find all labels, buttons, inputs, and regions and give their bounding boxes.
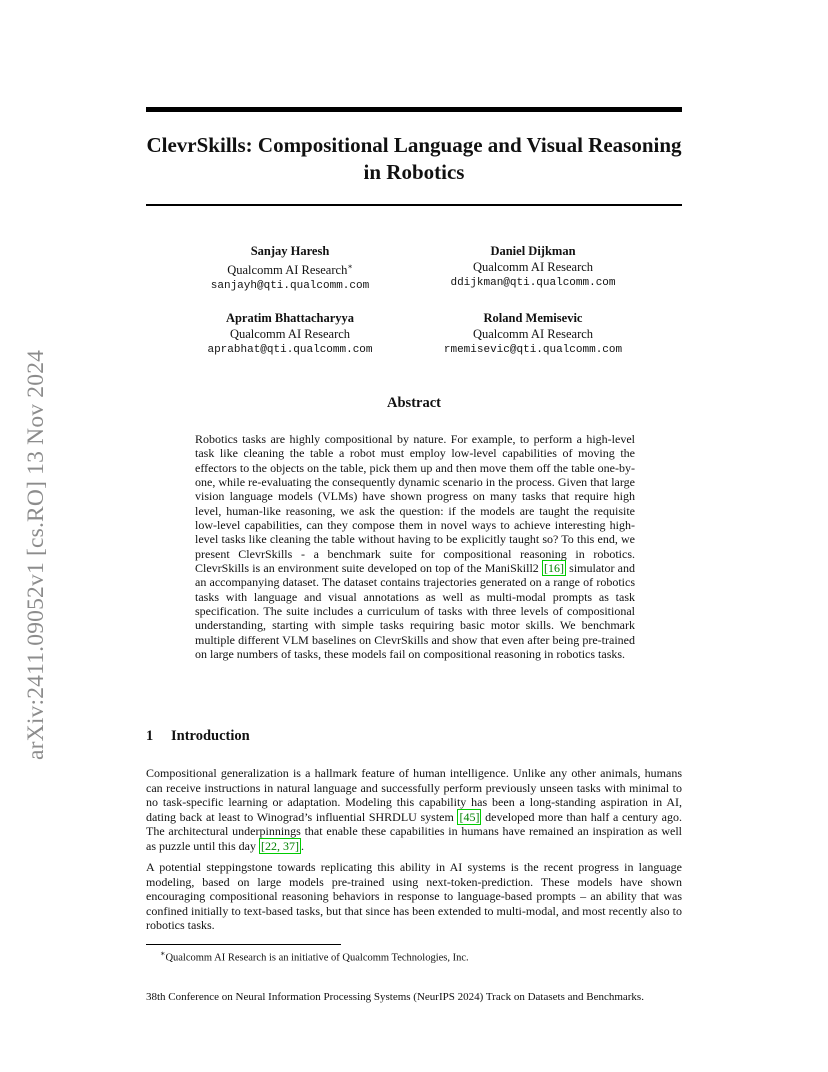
citation-link[interactable]: [16] [543,561,564,576]
title-bottom-rule [146,204,682,206]
section-number: 1 [146,728,154,744]
intro-paragraph-1: Compositional generalization is a hallmark feature of human intelligence. Unlike any other animals, humans can receive instructions in natural language and successfully perform previously unseen tasks with minimal to no task-specific learning or adaptation. Modeling this capability has been a long-standing aspiration in AI, dating back at least to Winograd’s influential SHRDLU system [45] developed more than half a century ago. The architectural underpinnings that enable these capabilities in humans have remained an inspiration as well as puzzle until this day [22, 37] . [146,766,682,853]
author-name: Daniel Dijkman [490,244,576,258]
author-email: rmemisevic@qti.qualcomm.com [443,344,623,356]
author-block [160,243,420,294]
abstract-heading: Abstract [387,395,441,411]
author-block [160,310,420,358]
author-affiliation: Qualcomm AI Research [472,327,594,341]
author-name: Roland Memisevic [483,311,583,325]
author-block [403,310,663,358]
author-affiliation: Qualcomm AI Research∗ [227,262,353,278]
footnote: ∗Qualcomm AI Research is an initiative of Qualcomm Technologies, Inc. [160,949,469,964]
author-email: sanjayh@qti.qualcomm.com [210,280,370,293]
paper-title: ClevrSkills: Compositional Language and Visual Reasoning in Robotics [146,133,682,184]
footnote-mark: ∗ [347,262,353,271]
footnote-rule [146,944,341,945]
citation-link[interactable]: [22, 37] [260,838,299,853]
citation-link[interactable]: [45] [459,809,480,824]
author-email: ddijkman@qti.qualcomm.com [450,277,616,289]
footnote-mark: ∗ [160,949,166,958]
author-block [403,243,663,291]
author-email: aprabhat@qti.qualcomm.com [207,344,373,356]
conference-footer: 38th Conference on Neural Information Processing Systems (NeurIPS 2024) Track on Datasets and Benchmarks. [146,991,644,1003]
title-top-rule [146,107,682,112]
author-affiliation: Qualcomm AI Research [472,260,594,274]
section-heading [146,728,250,745]
author-affiliation: Qualcomm AI Research [229,327,351,341]
author-name: Apratim Bhattacharyya [225,311,355,325]
section-title: Introduction [171,728,250,744]
arxiv-identifier-stamp: arXiv:2411.09052v1 [cs.RO] 13 Nov 2024 [23,349,49,760]
author-name: Sanjay Haresh [250,244,330,258]
abstract-body: Robotics tasks are highly compositional by nature. For example, to perform a high-level task like cleaning the table a robot must employ low-level capabilities of moving the effectors to the objects on the table, pick them up and then move them off the table one-by-one, while re-evaluating the consequently dynamic scenario in the process. Given that large vision language models (VLMs) have shown progress on many tasks that require high level, human-like reasoning, we ask the question: if the models are taught the requisite low-level capabilities, can they compose them in novel ways to achieve interesting high-level tasks like cleaning the table without having to be explicitly taught so? To this end, we present ClevrSkills - a benchmark suite for compositional reasoning in robotics. ClevrSkills is an environment suite developed on top of the ManiSkill2 [16] simulator and an accompanying dataset. The dataset contains trajectories generated on a range of robotics tasks with language and visual annotations as well as multi-modal prompts as task specification. The suite includes a curriculum of tasks with three levels of compositional understanding, starting with simple tasks requiring basic motor skills. We benchmark multiple different VLM baselines on ClevrSkills and show that even after being pre-trained on large numbers of tasks, these models fail on compositional reasoning in robotics tasks. [195,432,635,662]
intro-paragraph-2: A potential steppingstone towards replicating this ability in AI systems is the recent progress in language modeling, based on large models pre-trained using next-token-prediction. These models have shown encouraging compositional reasoning behaviors in response to language-based prompts – an ability that was confined initially to text-based tasks, but that since has been extended to multi-modal, and most recently also to robotics tasks. [146,860,682,933]
